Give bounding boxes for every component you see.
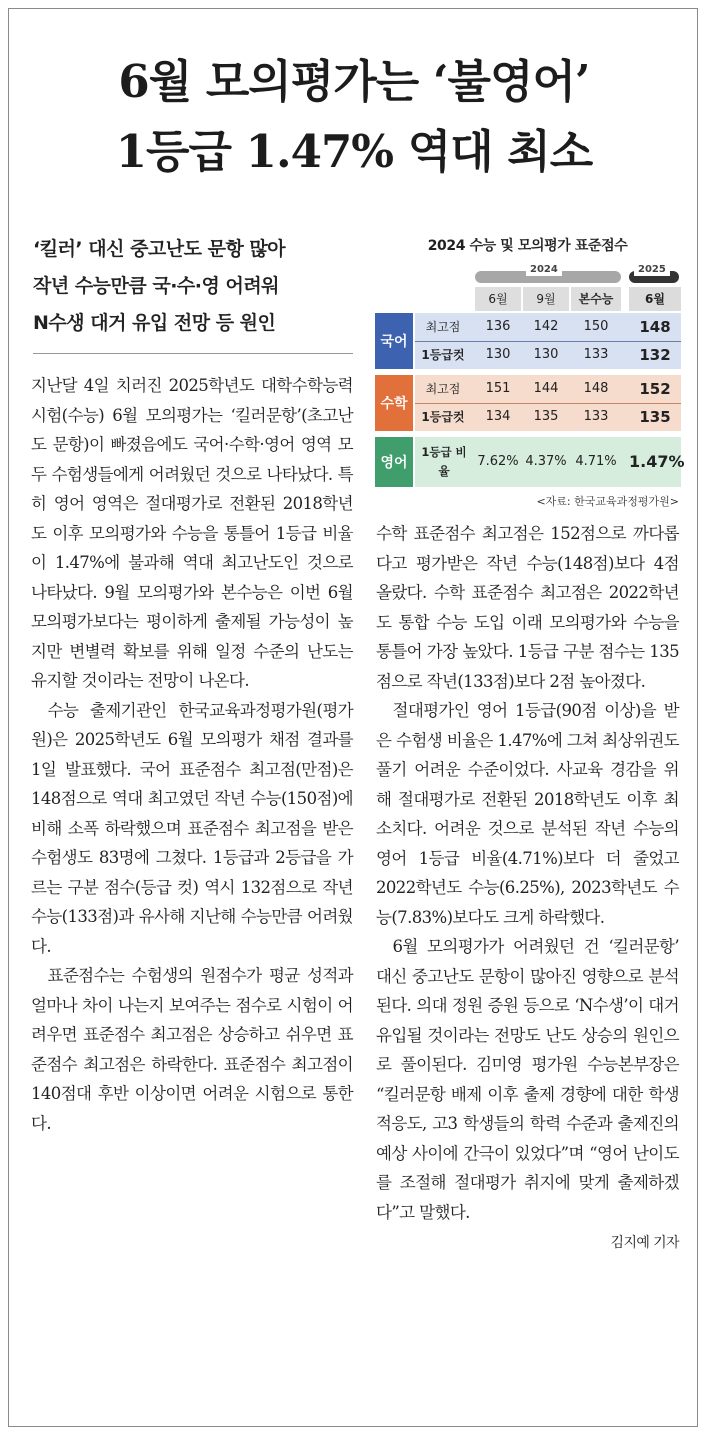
headline-line-1: 6월 모의평가는 ‘불영어’ [118,55,590,108]
row-label: 최고점 [425,320,461,334]
table-cell: 134 [485,409,511,424]
paragraph: 6월 모의평가가 어려웠던 건 ‘킬러문항’ 대신 중고난도 문항이 많아진 영향으로 분석된다. 의대 정원 증원 등으로 ‘N수생’이 대거 유입될 것이라는 전망도 난도 상승의 원인으로 풀이된다. 김미영 평가원 수능본부장은 “킬러문항 배제 이후 출제 경향에 대한 학생 적응도, 고3 학생들의 학력 수준과 출제진의 예상 사이에 간극이 있었다”며 “영어 난이도를 조절해 절대평가 취지에 맞게 출제하겠다”고 말했다. [376,937,679,1222]
table-cell: 144 [533,381,559,396]
paragraph: 수능 출제기관인 한국교육과정평가원(평가원)은 2025학년도 6월 모의평가 채점 결과를 1일 발표했다. 국어 표준점수 최고점(만점)은 148점으로 역대 최고였던 작년 수능(150점)에 비해 소폭 하락했으며 표준점수 최고점을 받은 수험생도 83명에 그쳤다. 1등급과 2등급을 가르는 구분 점수(등급 컷) 역시 132점으로 작년 수능(133점)과 유사해 지난해 수능만큼 어려웠다. [31,700,353,956]
table-cell: 7.62% [477,454,519,469]
subject-english: 영어 [375,437,413,487]
table-cell: 130 [485,347,511,362]
column-header: 6월 [475,287,521,311]
table-title: 2024 수능 및 모의평가 표준점수 [427,238,628,254]
table-cell: 1.47% [629,452,685,471]
table-cell: 133 [583,347,609,362]
table-cell: 4.37% [525,454,567,469]
paragraph: 표준점수는 수험생의 원점수가 평균 성적과 얼마나 차이 나는지 보여주는 점수로 시험이 어려우면 표준점수 최고점은 상승하고 쉬우면 표준점수 최고점은 하락한다. 표준점수 최고점이 140점대 후반 이상이면 어려운 시험으로 통한다. [31,966,353,1133]
headline [9,47,699,187]
subject-korean: 국어 [375,313,413,369]
table-cell: 151 [485,381,511,396]
year-2025-label: 2025 [634,264,670,276]
byline: 김지예 기자 [610,1235,679,1251]
row-label: 1등급컷 [421,410,465,424]
subheadline: ‘킬러’ 대신 중고난도 문항 많아 [33,238,286,260]
article-body-left [31,371,353,1138]
table-cell: 135 [533,409,559,424]
paragraph: 수학 표준점수 최고점은 152점으로 까다롭다고 평가받은 작년 수능(148점)보다 4점 올랐다. 수학 표준점수 최고점은 2022학년도 통합 수능 도입 이래 모의평가와 수능을 통틀어 가장 높았다. 1등급 구분 점수는 135점으로 작년(133점)보다 2점 높아졌다. [376,524,679,691]
headline-line-2: 1등급 1.47% 역대 최소 [115,125,593,178]
table-cell: 148 [583,381,609,396]
year-2024-label: 2024 [526,264,562,276]
article-body-right [376,519,679,1259]
subject-math: 수학 [375,375,413,431]
row-label: 1등급컷 [421,348,465,362]
subheadline-divider [33,353,353,354]
column-header: 6월 [629,287,681,311]
table-cell: 132 [639,346,671,364]
table-cell: 150 [583,319,609,334]
paragraph: 절대평가인 영어 1등급(90점 이상)을 받은 수험생 비율은 1.47%에 그쳐 최상위권도 풀기 어려운 수준이었다. 사교육 경감을 위해 절대평가로 전환된 2018학년도 이후 최소치다. 어려운 것으로 분석된 작년 수능의 영어 1등급 비율(4.71%)보다 더 줄었고 2022학년도 수능(6.25%), 2023학년도 수능(7.83%)보다도 크게 하락했다. [376,701,679,927]
table-cell: 130 [533,347,559,362]
paragraph: 지난달 4일 치러진 2025학년도 대학수학능력시험(수능) 6월 모의평가는 ‘킬러문항’(초고난도 문항)이 빠졌음에도 국어·수학·영어 영역 모두 수험생들에게 어려웠던 것으로 나타났다. 특히 영어 영역은 절대평가로 전환된 2018학년도 이후 모의평가와 수능을 통틀어 1등급 비율이 1.47%에 불과해 역대 최고난도인 것으로 나타났다. 9월 모의평가와 본수능은 이번 6월 모의평가보다는 평이하게 출제될 가능성이 높지만 변별력 확보를 위해 일정 수준의 난도는 유지할 것이라는 전망이 나온다. [31,376,353,690]
table-cell: 148 [639,318,671,336]
column-header: 본수능 [571,287,621,311]
table-cell: 136 [485,319,511,334]
newspaper-page [8,8,698,1427]
table-cell: 142 [533,319,559,334]
score-table [375,263,685,493]
table-cell: 135 [639,408,671,426]
column-header: 9월 [523,287,569,311]
table-cell: 152 [639,380,671,398]
subheadline: 작년 수능만큼 국·수·영 어려워 [33,275,280,297]
row-label: 최고점 [425,382,461,396]
table-source: <자료: 한국교육과정평가원> [536,495,679,508]
subheadlines [33,231,353,342]
table-cell: 4.71% [575,454,617,469]
table-cell: 133 [583,409,609,424]
subheadline: N수생 대거 유입 전망 등 원인 [33,312,276,334]
row-label: 1등급 비율 [421,445,467,478]
